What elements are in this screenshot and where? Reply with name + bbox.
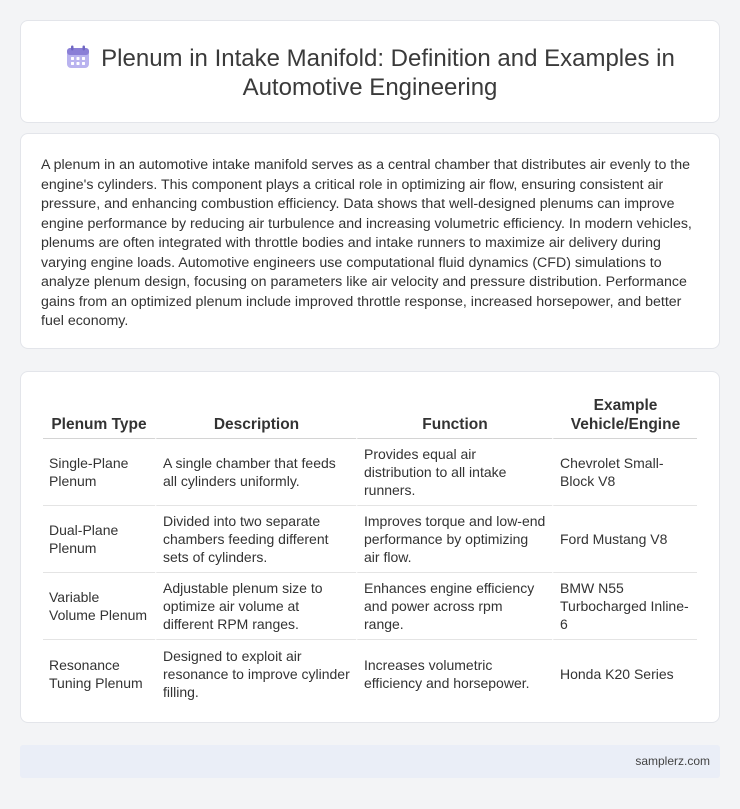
cell-plenum-type: Dual-Plane Plenum — [43, 506, 155, 573]
cell-description: Divided into two separate chambers feeding different sets of cylinders. — [155, 506, 356, 573]
column-header-function: Function — [356, 390, 552, 439]
title-card — [20, 20, 720, 123]
cell-description: Adjustable plenum size to optimize air volume at different RPM ranges. — [155, 573, 356, 640]
table-card — [20, 371, 720, 723]
cell-function: Enhances engine efficiency and power across rpm range. — [356, 573, 552, 640]
cell-function: Increases volumetric efficiency and horsepower. — [356, 640, 552, 707]
page-title-text: Plenum in Intake Manifold: Definition and Examples in Automotive Engineering — [101, 45, 675, 101]
page-title — [21, 44, 719, 102]
table-row — [43, 640, 697, 707]
cell-example: Honda K20 Series — [552, 640, 697, 707]
column-header-example: Example Vehicle/Engine — [552, 390, 697, 439]
calendar-icon — [65, 44, 91, 70]
cell-description: Designed to exploit air resonance to improve cylinder filling. — [155, 640, 356, 707]
footer-site-link[interactable]: samplerz.com — [635, 754, 710, 768]
cell-function: Provides equal air distribution to all intake runners. — [356, 439, 552, 506]
cell-example: Chevrolet Small-Block V8 — [552, 439, 697, 506]
table-row — [43, 573, 697, 640]
cell-plenum-type: Variable Volume Plenum — [43, 573, 155, 640]
table-row — [43, 439, 697, 506]
cell-plenum-type: Single-Plane Plenum — [43, 439, 155, 506]
plenum-types-table — [43, 390, 697, 707]
footer-bar — [20, 745, 720, 778]
cell-function: Improves torque and low-end performance by optimizing air flow. — [356, 506, 552, 573]
intro-card — [20, 133, 720, 349]
cell-description: A single chamber that feeds all cylinders uniformly. — [155, 439, 356, 506]
table-header-row — [43, 390, 697, 439]
cell-example: Ford Mustang V8 — [552, 506, 697, 573]
cell-plenum-type: Resonance Tuning Plenum — [49, 656, 143, 691]
cell-example: BMW N55 Turbocharged Inline-6 — [552, 573, 697, 640]
intro-paragraph: A plenum in an automotive intake manifold serves as a central chamber that distributes air evenly to the engine's cylinders. This component plays a critical role in optimizing air flow, ensuring consistent air pressure, and enhancing combustion efficiency. Data shows that well-designed plenums can improve engine performance by reducing air turbulence and increasing volumetric efficiency. In modern vehicles, plenums are often integrated with throttle bodies and intake runners to maximize air delivery during varying engine loads. Automotive engineers use computational fluid dynamics (CFD) simulations to analyze plenum design, focusing on parameters like air velocity and pressure distribution. Performance gains from an optimized plenum include improved throttle response, increased horsepower, and better fuel economy. — [41, 157, 692, 329]
table-row — [43, 506, 697, 573]
column-header-plenum-type: Plenum Type — [43, 390, 155, 439]
column-header-description: Description — [155, 390, 356, 439]
